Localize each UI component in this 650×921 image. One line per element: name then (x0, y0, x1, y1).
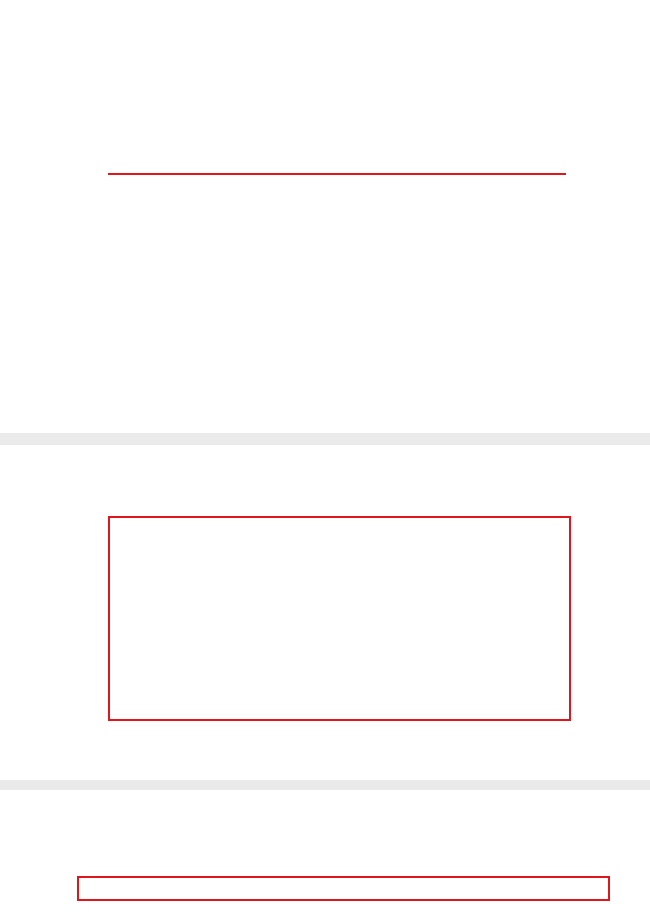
project-table-fragment (0, 790, 650, 921)
page-gap (0, 433, 650, 445)
red-divider-line (108, 173, 566, 175)
document-page-3 (0, 445, 650, 780)
highlight-box (108, 516, 571, 721)
page-gap (0, 780, 650, 790)
highlight-row-box (77, 876, 610, 901)
document-page-1 (0, 0, 650, 433)
